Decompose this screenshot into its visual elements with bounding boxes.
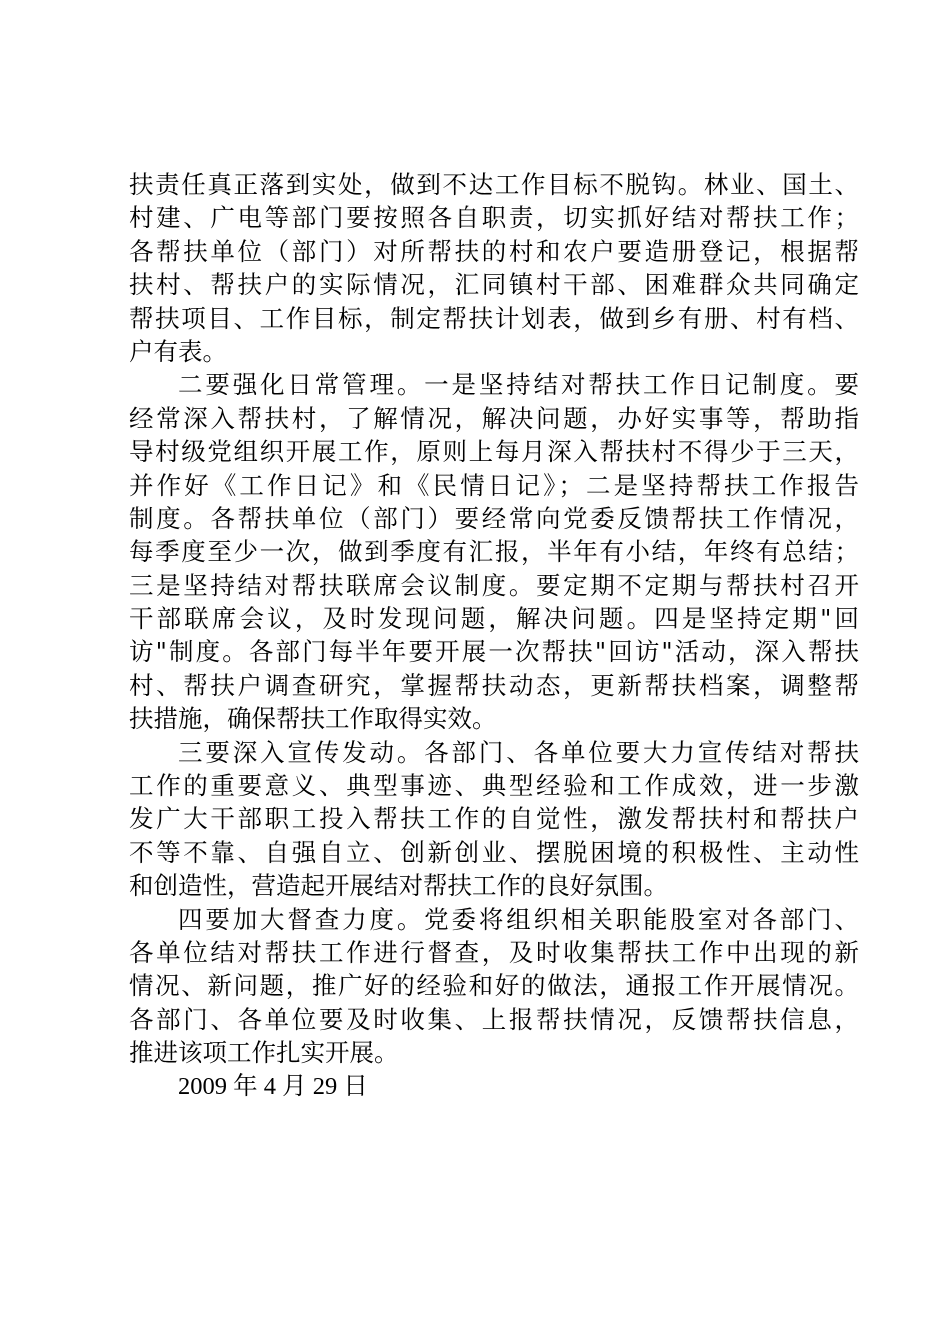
text-line: 情况、新问题，推广好的经验和好的做法，通报工作开展情况。 xyxy=(129,971,859,1001)
text-line: 干部联席会议，及时发现问题，解决问题。四是坚持定期"回 xyxy=(129,604,859,634)
text-line: 村、帮扶户调查研究，掌握帮扶动态，更新帮扶档案，调整帮 xyxy=(129,670,859,700)
text-line: 扶措施，确保帮扶工作取得实效。 xyxy=(129,704,497,734)
text-line: 和创造性，营造起开展结对帮扶工作的良好氛围。 xyxy=(129,871,668,901)
text-line: 不等不靠、自强自立、创新创业、摆脱困境的积极性、主动性 xyxy=(129,837,859,867)
text-line: 导村级党组织开展工作，原则上每月深入帮扶村不得少于三天， xyxy=(129,437,859,467)
text-line: 村建、广电等部门要按照各自职责，切实抓好结对帮扶工作； xyxy=(129,203,859,233)
text-line: 制度。各帮扶单位（部门）要经常向党委反馈帮扶工作情况， xyxy=(129,503,859,533)
paragraph-2 xyxy=(129,368,859,735)
text-line: 四要加大督查力度。党委将组织相关职能股室对各部门、 xyxy=(178,904,859,934)
paragraph-3 xyxy=(129,736,859,903)
text-line: 各部门、各单位要及时收集、上报帮扶情况，反馈帮扶信息， xyxy=(129,1004,859,1034)
text-line: 帮扶项目、工作目标，制定帮扶计划表，做到乡有册、村有档、 xyxy=(129,303,859,333)
text-line: 经常深入帮扶村，了解情况，解决问题，办好实事等，帮助指 xyxy=(129,403,859,433)
text-line: 每季度至少一次，做到季度有汇报，半年有小结，年终有总结； xyxy=(129,537,859,567)
paragraph-4 xyxy=(129,903,859,1070)
paragraph-1 xyxy=(129,168,859,368)
text-line: 工作的重要意义、典型事迹、典型经验和工作成效，进一步激 xyxy=(129,771,859,801)
document-body xyxy=(129,168,859,1103)
text-line: 发广大干部职工投入帮扶工作的自觉性，激发帮扶村和帮扶户 xyxy=(129,804,859,834)
text-line: 访"制度。各部门每半年要开展一次帮扶"回访"活动，深入帮扶 xyxy=(129,637,859,667)
text-line: 二要强化日常管理。一是坚持结对帮扶工作日记制度。要 xyxy=(178,370,859,400)
text-line: 各单位结对帮扶工作进行督查，及时收集帮扶工作中出现的新 xyxy=(129,937,859,967)
text-line: 推进该项工作扎实开展。 xyxy=(129,1038,399,1068)
text-line: 户有表。 xyxy=(129,336,227,366)
text-line: 三是坚持结对帮扶联席会议制度。要定期不定期与帮扶村召开 xyxy=(129,570,859,600)
text-line: 扶责任真正落到实处，做到不达工作目标不脱钩。林业、国土、 xyxy=(129,170,859,199)
text-line: 各帮扶单位（部门）对所帮扶的村和农户要造册登记，根据帮 xyxy=(129,236,859,266)
text-line: 三要深入宣传发动。各部门、各单位要大力宣传结对帮扶 xyxy=(178,737,859,767)
document-date: 2009 年 4 月 29 日 xyxy=(178,1072,368,1100)
text-line: 扶村、帮扶户的实际情况，汇同镇村干部、困难群众共同确定 xyxy=(129,270,859,300)
text-line: 并作好《工作日记》和《民情日记》；二是坚持帮扶工作报告 xyxy=(129,470,859,500)
